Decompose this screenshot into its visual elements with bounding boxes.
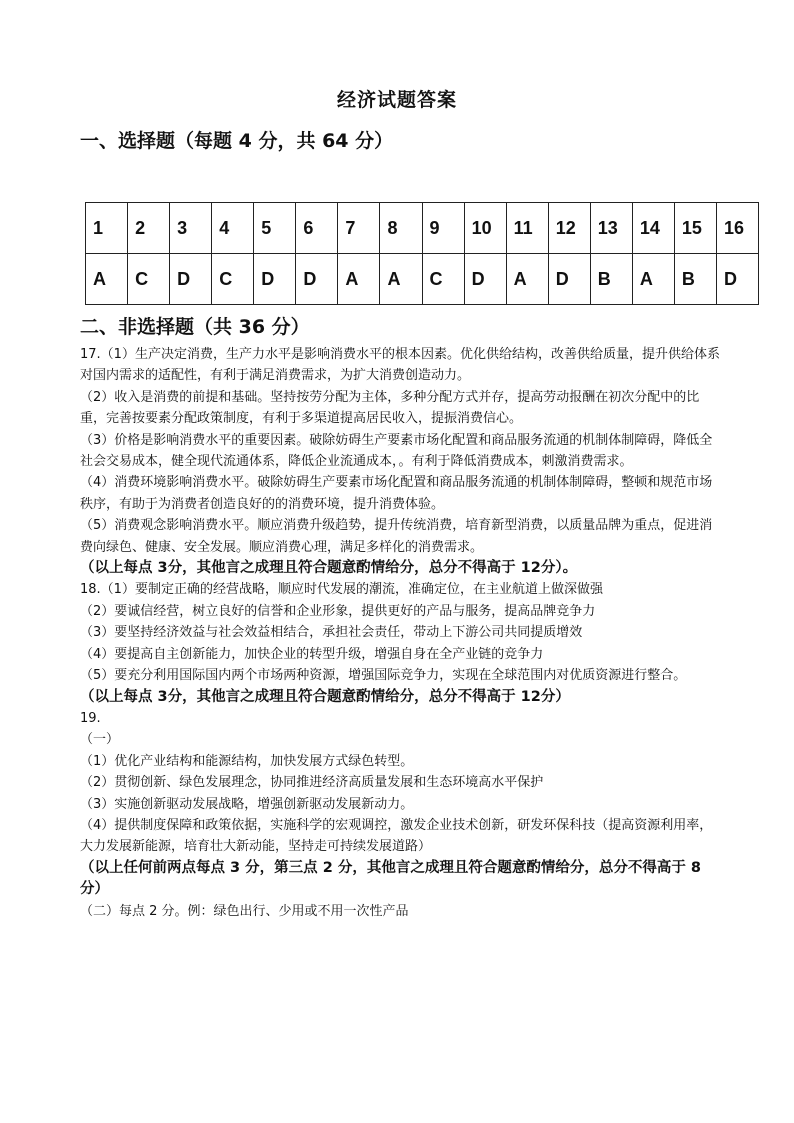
question-number: 10 <box>464 203 506 254</box>
q19-point-3: （3）实施创新驱动发展战略，增强创新驱动发展新动力。 <box>80 796 414 812</box>
q19-scoring-note: （以上任何前两点每点 3 分，第三点 2 分，其他言之成理且符合题意酌情给分，总分不得高于 8 分） <box>80 859 702 898</box>
answer-letter: D <box>548 254 590 305</box>
answer-letter: C <box>128 254 170 305</box>
q18-point-5: （5）要充分利用国际国内两个市场两种资源，增强国际竞争力，实现在全球范围内对优质资源进行整合。 <box>80 668 687 684</box>
q17-point-4: （4）消费环境影响消费水平。破除妨碍生产要素市场化配置和商品服务流通的机制体制障碍，整顿和规范市场秩序，有助于为消费者创造良好的的消费环境，提升消费体验。 <box>80 475 713 512</box>
question-number: 3 <box>170 203 212 254</box>
answer-letter: D <box>296 254 338 305</box>
q18-point-1: 18.（1）要制定正确的经营战略，顺应时代发展的潮流，准确定位，在主业航道上做深做强 <box>80 582 603 598</box>
q19-point-4: （4）提供制度保障和政策依据，实施科学的宏观调控，激发企业技术创新，研发环保科技（提高资源利用率，大力发展新能源，培育壮大新动能，坚持走可持续发展道路） <box>80 817 713 855</box>
answer-letter: D <box>464 254 506 305</box>
answer-letter: C <box>212 254 254 305</box>
q18-point-2: （2）要诚信经营，树立良好的信誉和企业形象，提供更好的产品与服务，提高品牌竞争力 <box>80 603 596 619</box>
question-number: 13 <box>590 203 632 254</box>
answer-body <box>80 344 725 922</box>
question-number: 15 <box>674 203 716 254</box>
section-heading-nonchoice: 二、非选择题（共 36 分） <box>80 316 310 338</box>
question-number: 9 <box>422 203 464 254</box>
answer-letter: A <box>338 254 380 305</box>
q17-point-3: （3）价格是影响消费水平的重要因素。破除妨碍生产要素市场化配置和商品服务流通的机制体制障碍，降低全社会交易成本，健全现代流通体系，降低企业流通成本，。有利于降低消费成本，刺激消费需求。 <box>80 432 713 470</box>
answer-letter: D <box>716 254 758 305</box>
question-number: 16 <box>716 203 758 254</box>
answer-letter: A <box>86 254 128 305</box>
q19-point-1: （1）优化产业结构和能源结构，加快发展方式绿色转型。 <box>80 753 414 769</box>
answer-number-row <box>86 203 759 254</box>
question-number: 1 <box>86 203 128 254</box>
question-number: 11 <box>506 203 548 254</box>
question-number: 6 <box>296 203 338 254</box>
q19-number: 19. <box>80 710 101 726</box>
q18-point-4: （4）要提高自主创新能力，加快企业的转型升级，增强自身在全产业链的竞争力 <box>80 646 544 662</box>
question-number: 2 <box>128 203 170 254</box>
answer-letter: A <box>632 254 674 305</box>
question-number: 14 <box>632 203 674 254</box>
q17-point-2: （2）收入是消费的前提和基础。坚持按劳分配为主体，多种分配方式并存，提高劳动报酬在初次分配中的比重，完善按要素分配政策制度，有利于多渠道提高居民收入，提振消费信心。 <box>80 389 700 427</box>
q19-part2: （二）每点 2 分。例：绿色出行、少用或不用一次性产品 <box>80 903 409 919</box>
question-number: 8 <box>380 203 422 254</box>
question-number: 7 <box>338 203 380 254</box>
page-title: 经济试题答案 <box>336 89 457 111</box>
q17-scoring-note: （以上每点 3分，其他言之成理且符合题意酌情给分，总分不得高于 12分）。 <box>80 560 578 577</box>
q17-point-1: 17.（1）生产决定消费，生产力水平是影响消费水平的根本因素。优化供给结构，改善供给质量，提升供给体系对国内需求的适配性，有利于满足消费需求，为扩大消费创造动力。 <box>80 347 720 384</box>
question-number: 4 <box>212 203 254 254</box>
answer-letter: C <box>422 254 464 305</box>
answer-letter: D <box>170 254 212 305</box>
answer-letter: A <box>380 254 422 305</box>
q17-point-5: （5）消费观念影响消费水平。顺应消费升级趋势，提升传统消费，培育新型消费，以质量品牌为重点，促进消费向绿色、健康、安全发展。顺应消费心理，满足多样化的消费需求。 <box>80 518 713 555</box>
q19-point-2: （2）贯彻创新、绿色发展理念，协同推进经济高质量发展和生态环境高水平保护 <box>80 775 544 791</box>
answer-letter: B <box>674 254 716 305</box>
answer-letter-row <box>86 254 759 305</box>
answer-table <box>85 202 759 305</box>
q18-scoring-note: （以上每点 3分，其他言之成理且符合题意酌情给分，总分不得高于 12分） <box>80 688 570 705</box>
answer-letter: D <box>254 254 296 305</box>
question-number: 5 <box>254 203 296 254</box>
section-heading-choice: 一、选择题（每题 4 分，共 64 分） <box>80 130 394 152</box>
q18-point-3: （3）要坚持经济效益与社会效益相结合，承担社会责任，带动上下游公司共同提质增效 <box>80 625 583 641</box>
answer-letter: A <box>506 254 548 305</box>
answer-letter: B <box>590 254 632 305</box>
q19-part1-label: （一） <box>80 732 120 748</box>
question-number: 12 <box>548 203 590 254</box>
